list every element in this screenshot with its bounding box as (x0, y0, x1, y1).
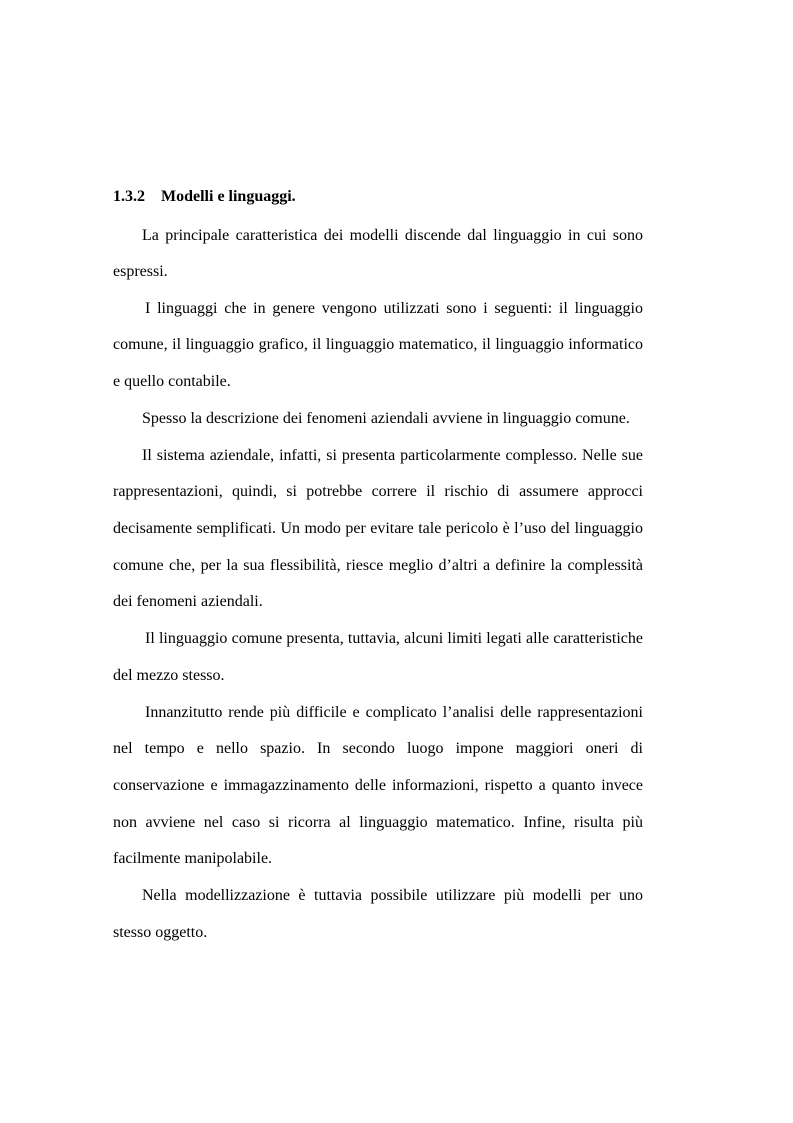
body-line: del mezzo stesso. (113, 667, 225, 684)
section-number: 1.3.2 (113, 188, 145, 205)
body-line: Innanzitutto rende più difficile e complicato l’analisi delle rappresentazioni (145, 704, 643, 721)
body-line: dei fenomeni aziendali. (113, 593, 263, 610)
body-line: Nella modellizzazione è tuttavia possibile utilizzare più modelli per uno (142, 887, 643, 904)
section-title: Modelli e linguaggi. (161, 188, 296, 205)
section-heading (113, 186, 643, 208)
body-line: e quello contabile. (113, 373, 231, 390)
body-line: Il linguaggio comune presenta, tuttavia, alcuni limiti legati alle caratteristiche (145, 630, 643, 647)
body-line: facilmente manipolabile. (113, 850, 273, 867)
body-line: conservazione e immagazzinamento delle informazioni, rispetto a quanto invece (113, 777, 643, 794)
body-line: Spesso la descrizione dei fenomeni aziendali avviene in linguaggio comune. (142, 410, 630, 427)
body-line: stesso oggetto. (113, 924, 208, 941)
body-line: comune, il linguaggio grafico, il linguaggio matematico, il linguaggio informatico (113, 336, 643, 353)
body-line: decisamente semplificati. Un modo per evitare tale pericolo è l’uso del linguaggio (113, 520, 643, 537)
body-line: espressi. (113, 263, 168, 280)
body-line: I linguaggi che in genere vengono utilizzati sono i seguenti: il linguaggio (145, 300, 643, 317)
body-line: comune che, per la sua flessibilità, riesce meglio d’altri a definire la complessità (113, 557, 643, 574)
body-line: La principale caratteristica dei modelli discende dal linguaggio in cui sono (142, 227, 643, 244)
body-line: non avviene nel caso si ricorra al linguaggio matematico. Infine, risulta più (113, 814, 643, 831)
body-line: nel tempo e nello spazio. In secondo luogo impone maggiori oneri di (113, 740, 643, 757)
body-line: Il sistema aziendale, infatti, si presenta particolarmente complesso. Nelle sue (142, 447, 643, 464)
body-line: rappresentazioni, quindi, si potrebbe correre il rischio di assumere approcci (113, 483, 643, 500)
